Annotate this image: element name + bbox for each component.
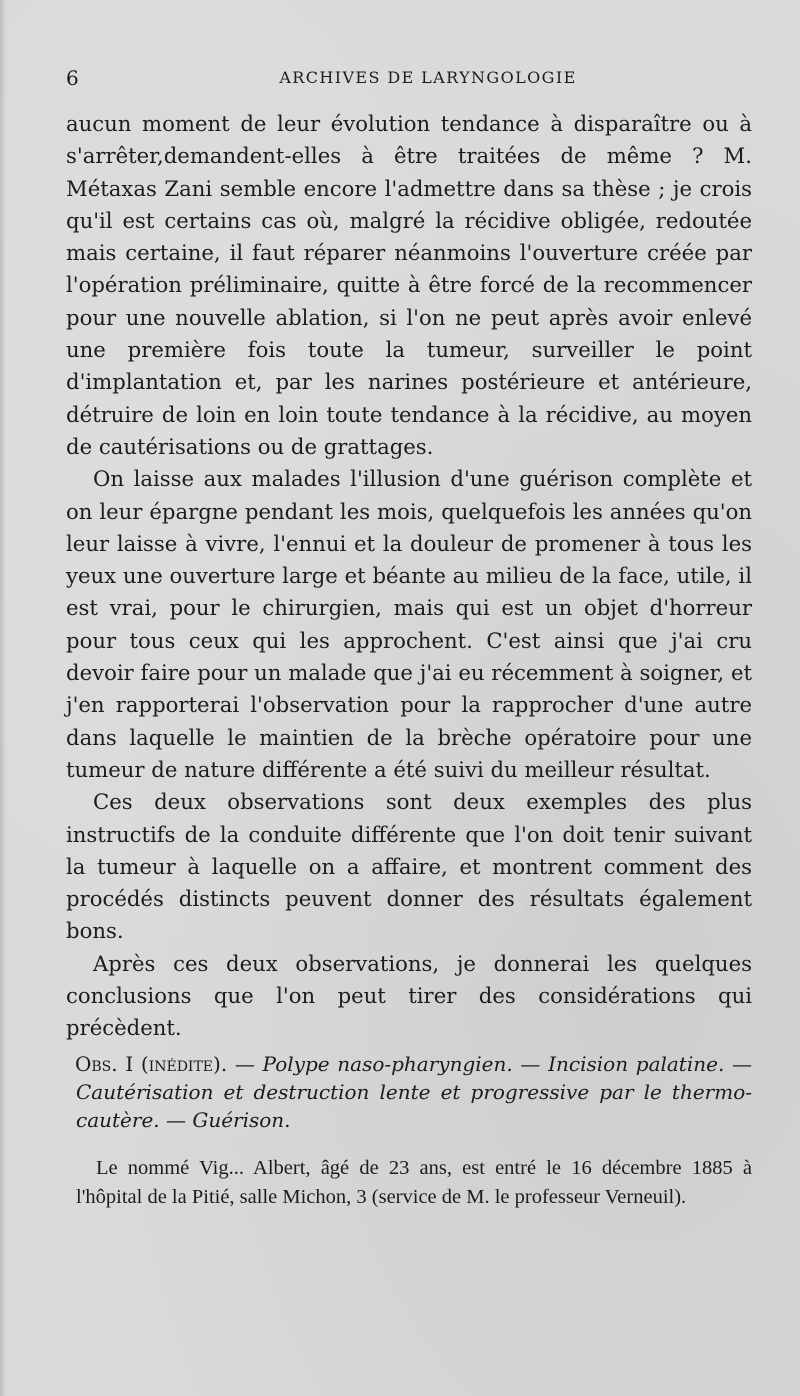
- paragraph-1: aucun moment de leur évolution tendance à disparaître ou à s'arrêter,demandent-elles à être traitées de même ? M. Métaxas Zani semble encore l'admettre dans sa thèse ; je crois qu'il est certains cas où, malgré la récidive obligée, redoutée mais certaine, il faut réparer néanmoins l'ouverture créée par l'opération préliminaire, quitte à être forcé de la recommencer pour une nouvelle ablation, si l'on ne peut après avoir enlevé une première fois toute la tumeur, surveiller le point d'implantation et, par les narines postérieure et antérieure, détruire de loin en loin toute tendance à la récidive, au moyen de cautérisations ou de grattages.: [66, 111, 752, 459]
- observation-label: Obs. I: [75, 1052, 134, 1076]
- observation-title: — Polype naso-pharyngien. — Incision palatine. — Cautérisation et destruction lente et progressive par le thermo-cautère. — Guérison.: [76, 1052, 752, 1132]
- running-head: ARCHIVES DE LARYNGOLOGIE: [279, 68, 577, 87]
- paragraph-4: Après ces deux observations, je donnerai les quelques conclusions que l'on peut tirer des considérations qui précèdent.: [66, 950, 752, 1041]
- case-report-text: Le nommé Vig... Albert, âgé de 23 ans, est entré le 16 décembre 1885 à l'hôpital de la Pitié, salle Michon, 3 (service de M. le professeur Verneuil).: [76, 1157, 752, 1208]
- page-number: 6: [66, 66, 79, 90]
- page-header: [66, 66, 750, 96]
- paragraph-3: Ces deux observations sont deux exemples des plus instructifs de la conduite différente que l'on doit tenir suivant la tumeur à laquelle on a affaire, et montrent comment des procédés distincts peuvent donner des résultats également bons.: [66, 789, 752, 944]
- observation-heading: [76, 1050, 752, 1134]
- observation-status: (inédite).: [140, 1052, 228, 1076]
- paragraph-2: On laisse aux malades l'illusion d'une guérison complète et on leur épargne pendant les mois, quelquefois les années qu'on leur laisse à vivre, l'ennui et la douleur de promener à tous les yeux une ouverture large et béante au milieu de la face, utile, il est vrai, pour le chirurgien, mais qui est un objet d'horreur pour tous ceux qui les approchent. C'est ainsi que j'ai cru devoir faire pour un malade que j'ai eu récemment à soigner, et j'en rapporterai l'observation pour la rapprocher d'une autre dans laquelle le maintien de la brèche opératoire pour une tumeur de nature différente a été suivi du meilleur résultat.: [66, 466, 752, 782]
- main-text: [66, 108, 752, 1045]
